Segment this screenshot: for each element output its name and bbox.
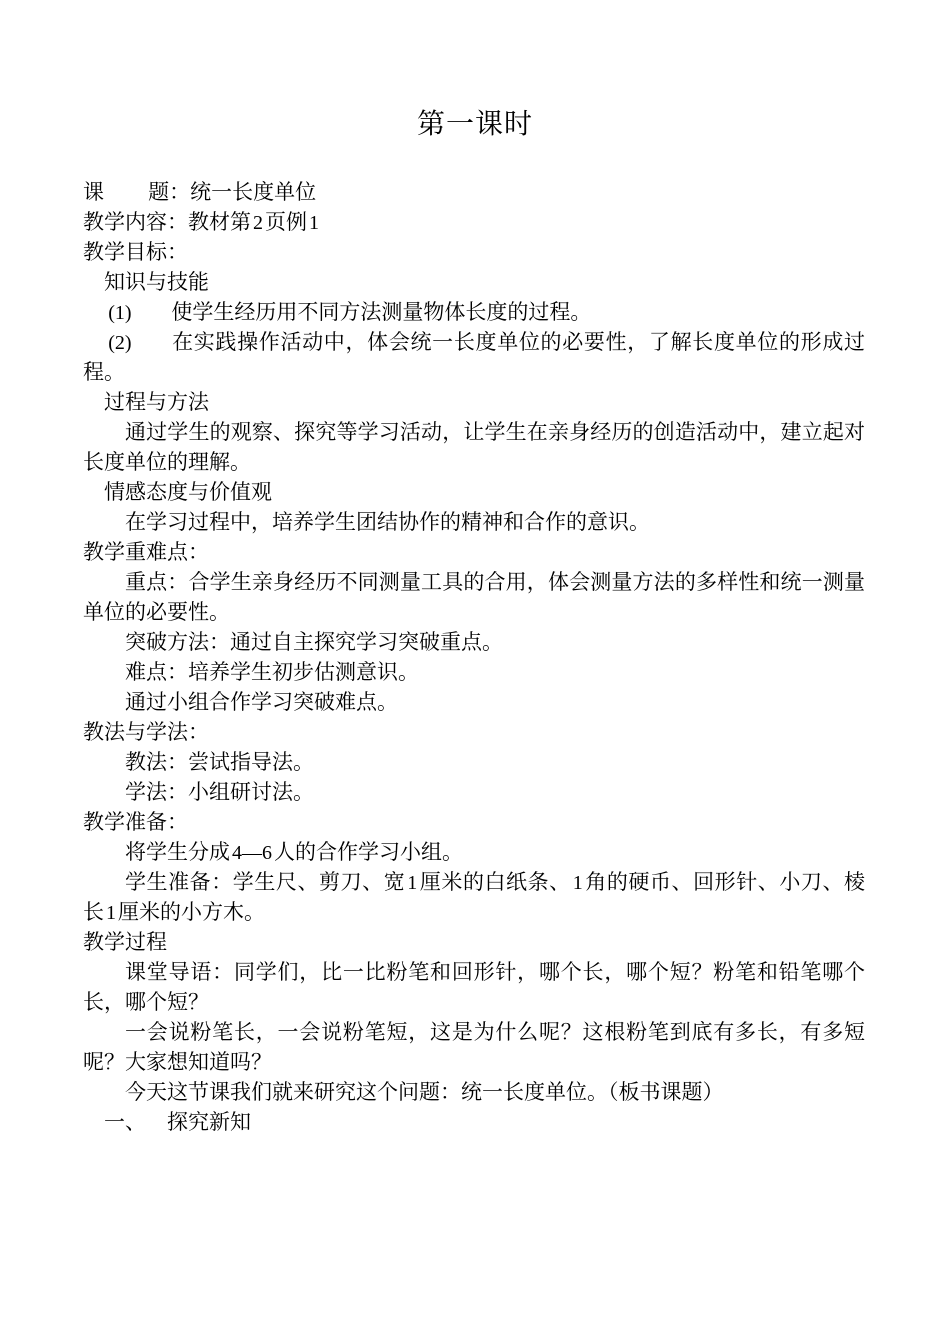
content-value-a: 教材第 [188, 211, 251, 234]
student-prep-a: 学生准备：学生尺、剪刀、宽 [125, 871, 406, 894]
line-group-arrangement [83, 838, 865, 868]
line-objectives-head: 教学目标： [83, 241, 188, 264]
section-one-number: 一、 [104, 1111, 146, 1134]
line-key-difficult-head: 教学重难点： [83, 541, 209, 564]
line-process-method-head: 过程与方法 [104, 391, 209, 414]
line-section-one [83, 1108, 865, 1138]
line-attitude-text: 在学习过程中，培养学生团结协作的精神和合作的意识。 [125, 511, 650, 534]
student-prep-c: 角的硬币、回形针、小刀、棱长 [83, 871, 866, 924]
page-title: 第一课时 [416, 108, 533, 139]
student-prep-d: 厘米的小方木。 [118, 901, 265, 924]
cube-edge-length: 1 [106, 902, 116, 924]
subject-value: 统一长度单位 [190, 181, 317, 204]
line-breakthrough-method: 突破方法：通过自主探究学习突破重点。 [125, 631, 503, 654]
content-label: 教学内容： [83, 211, 188, 234]
group-text-a: 将学生分成 [125, 841, 230, 864]
student-prep-b: 厘米的白纸条、 [419, 871, 571, 894]
content-example-number: 1 [309, 212, 319, 234]
line-attitude-head: 情感态度与价值观 [104, 481, 272, 504]
objective-1-text: 使学生经历用不同方法测量物体长度的过程。 [171, 301, 592, 324]
line-process-method-text: 通过学生的观察、探究等学习活动，让学生在亲身经历的创造活动中，建立起对长度单位的理解。 [83, 421, 865, 474]
line-process-head: 教学过程 [83, 931, 167, 954]
objective-1-number: (1) [108, 302, 132, 324]
line-objective-item-2 [83, 328, 865, 388]
paper-strip-width: 1 [407, 872, 418, 894]
group-size-range: 4—6 [232, 842, 272, 864]
objective-2-number: (2) [108, 332, 132, 354]
subject-label: 课 [83, 181, 104, 204]
line-student-preparation [83, 868, 865, 928]
content-page-number: 2 [253, 212, 263, 234]
content-value-b: 页例 [265, 211, 307, 234]
line-knowledge-head: 知识与技能 [104, 271, 209, 294]
document-body [0, 178, 950, 1138]
line-today-topic: 今天这节课我们就来研究这个问题：统一长度单位。（板书课题） [125, 1081, 724, 1104]
group-text-b: 人的合作学习小组。 [274, 841, 463, 864]
line-question: 一会说粉笔长，一会说粉笔短，这是为什么呢？这根粉笔到底有多长，有多短呢？大家想知道吗？ [83, 1021, 865, 1074]
line-preparation-head: 教学准备： [83, 811, 188, 834]
line-methods-head: 教法与学法： [83, 721, 209, 744]
line-breakthrough-difficult: 通过小组合作学习突破难点。 [125, 691, 398, 714]
objective-2-text: 在实践操作活动中，体会统一长度单位的必要性，了解长度单位的形成过程。 [83, 331, 865, 384]
coin-value: 1 [572, 872, 583, 894]
line-difficult-point: 难点：培养学生初步估测意识。 [125, 661, 419, 684]
section-one-label: 探究新知 [167, 1111, 251, 1134]
line-key-point: 重点：合学生亲身经历不同测量工具的合用，体会测量方法的多样性和统一测量单位的必要性。 [83, 571, 865, 624]
line-teaching-content [83, 208, 865, 238]
line-objective-item-1 [83, 298, 865, 328]
line-subject [83, 178, 865, 208]
subject-label-2: 题： [148, 181, 191, 204]
line-lead-in: 课堂导语：同学们，比一比粉笔和回形针，哪个长，哪个短？粉笔和铅笔哪个长，哪个短？ [83, 961, 865, 1014]
line-learning-method: 学法：小组研讨法。 [125, 781, 314, 804]
line-teaching-method: 教法：尝试指导法。 [125, 751, 314, 774]
